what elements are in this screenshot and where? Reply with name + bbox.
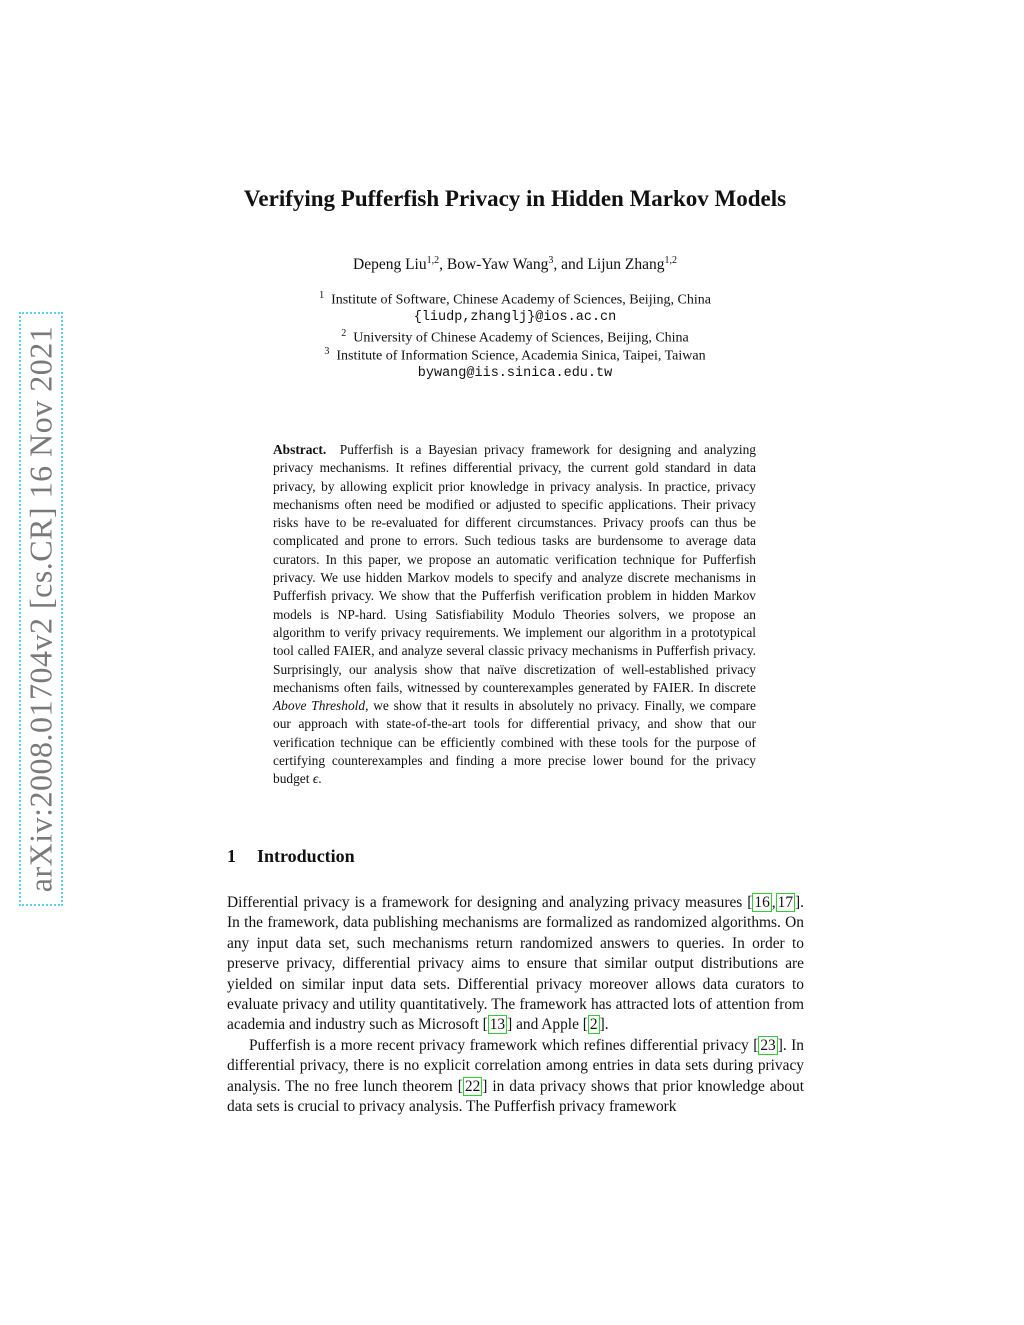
author-name: Bow-Yaw Wang: [446, 256, 549, 274]
author-name: Depeng Liu: [353, 256, 427, 274]
arxiv-identifier: arXiv:2008.01704v2 [cs.CR] 16 Nov 2021: [22, 325, 59, 893]
paragraph: Pufferfish is a more recent privacy framework which refines differential privacy [ 23 ]. In differential privacy, there is no explicit correlation among entries in data sets during privacy analysis. The no free lunch theorem [ 22 ] in data privacy shows that prior knowledge about data sets is crucial to privacy analysis. The Pufferfish privacy framework: [227, 1036, 804, 1116]
citation-link[interactable]: 17: [777, 894, 794, 911]
abstract-label: Abstract.: [273, 442, 327, 457]
citation-link[interactable]: 13: [489, 1016, 506, 1034]
abstract-italic-term: Above Threshold: [273, 698, 366, 714]
abstract: Abstract. Pufferfish is a Bayesian privacy framework for designing and analyzing privacy mechanisms. It refines differential privacy, the current gold standard in data privacy, by allowing explicit prior knowledge in privacy analysis. In practice, privacy mechanisms often need be modified or adjusted to specific applications. Their privacy risks have to be re-evaluated for different circumstances. Privacy proofs can thus be complicated and prone to errors. Such tedious tasks are burdensome to average data curators. In this paper, we propose an automatic verification technique for Pufferfish privacy. We use hidden Markov models to specify and analyze discrete mechanisms in Pufferfish privacy. We show that the Pufferfish verification problem in hidden Markov models is NP-hard. Using Satisfiability Modulo Theories solvers, we propose an algorithm to verify privacy requirements. We implement our algorithm in a prototypical tool called FAIER, and analyze several classic privacy mechanisms in Pufferfish privacy. Surprisingly, our analysis show that naïve discretization of well-established privacy mechanisms often fails, witnessed by counterexamples generated by FAIER. In discrete Above Threshold, we show that it results in absolutely no privacy. Finally, we compare our approach with state-of-the-art tools for differential privacy, and show that our verification technique can be efficiently combined with these tools for the purpose of certifying counterexamples and finding a more precise lower bound for the privacy budget ϵ.: [273, 442, 756, 787]
affiliation-2: $^2$ University of Chinese Academy of Sciences, Beijing, China: [341, 328, 689, 346]
author-affiliation-mark: 1,2: [426, 255, 440, 266]
affiliation-email-1[interactable]: {liudp,zhanglj}@ios.ac.cn: [413, 310, 617, 325]
section-number: 1: [227, 846, 236, 866]
citation-link[interactable]: 2: [589, 1016, 598, 1034]
author-affiliation-mark: 1,2: [664, 255, 677, 266]
section-heading: [227, 846, 355, 867]
citation-link[interactable]: 23: [760, 1036, 776, 1054]
paragraph: Differential privacy is a framework for designing and analyzing privacy measures [ 16 , 17 ]. In the framework, data publishing mechanisms are formalized as randomized algorithms. On any input data set, such mechanisms return randomized answers to queries. In order to preserve privacy, differential privacy aims to ensure that similar output distributions are yielded on similar input data sets. Differential privacy moreover allows data curators to evaluate privacy and utility quantitatively. The framework has attracted lots of attention from academia and industry such as Microsoft [ 13 ] and Apple [ 2 ].: [227, 894, 804, 1034]
section-title: Introduction: [257, 846, 355, 866]
epsilon-symbol: ϵ: [312, 771, 319, 787]
author-name: Lijun Zhang: [587, 256, 665, 274]
introduction-body: [227, 893, 804, 1117]
author-list: Depeng Liu$^{1,2}$, Bow-Yaw Wang$^3$, and Lijun Zhang$^{1,2}$: [353, 255, 677, 274]
citation-link[interactable]: 16: [754, 894, 770, 911]
abstract-text: Pufferfish is a Bayesian privacy framework for designing and analyzing privacy mechanisms. It refines differential privacy, the current gold standard in data privacy, by allowing explicit prior knowledge in privacy analysis. In practice, privacy mechanisms often need be modified or adjusted to specific applications. Their privacy risks have to be re-evaluated for different circumstances. Privacy proofs can thus be complicated and prone to errors. Such tedious tasks are burdensome to average data curators. In this paper, we propose an automatic verification technique for Pufferfish privacy. We use hidden Markov models to specify and analyze discrete mechanisms in Pufferfish privacy. We show that the Pufferfish verification problem in hidden Markov models is NP-hard. Using Satisfiability Modulo Theories solvers, we propose an algorithm to verify privacy requirements. We implement our algorithm in a prototypical tool called FAIER, and analyze several classic privacy mechanisms in Pufferfish privacy. Surprisingly, our analysis show that naïve discretization of well-established privacy mechanisms often fails, witnessed by counterexamples generated by FAIER. In discrete: [273, 442, 756, 695]
paper-title: Verifying Pufferfish Privacy in Hidden Markov Models: [243, 186, 787, 211]
affiliation-email-2[interactable]: bywang@iis.sinica.edu.tw: [417, 366, 613, 381]
author-affiliation-mark: 3: [548, 255, 554, 266]
citation-link[interactable]: 22: [464, 1077, 481, 1095]
affiliation-3: $^3$ Institute of Information Science, Academia Sinica, Taipei, Taiwan: [324, 346, 706, 364]
affiliation-1: $^1$ Institute of Software, Chinese Academy of Sciences, Beijing, China: [319, 290, 711, 308]
